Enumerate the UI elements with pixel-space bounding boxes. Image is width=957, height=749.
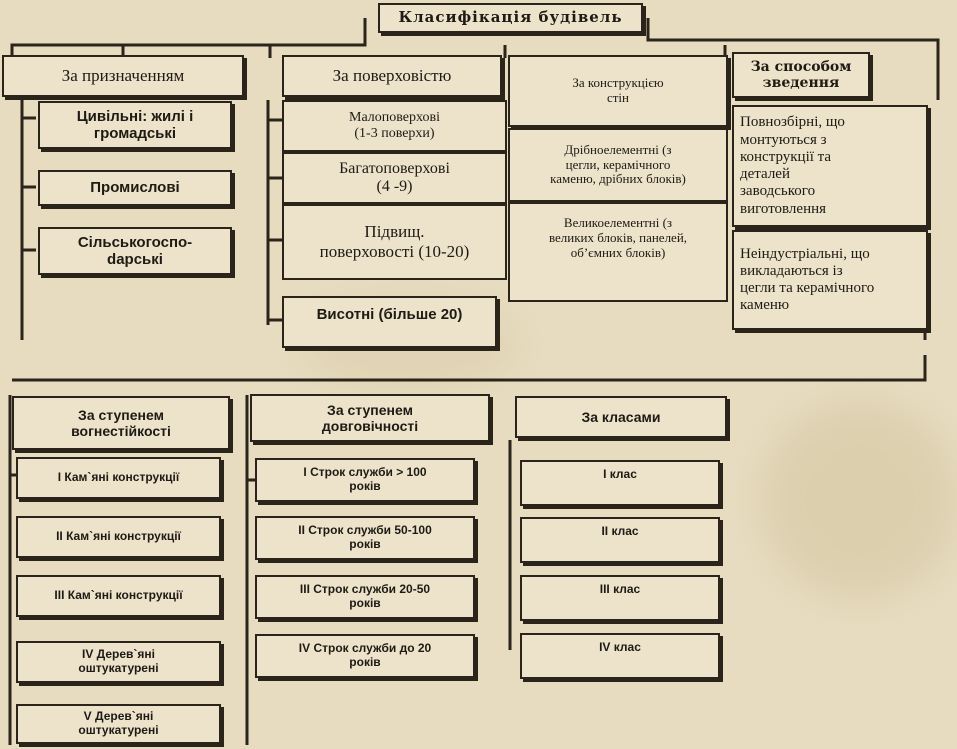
classes-header-text: За класами [581,408,661,425]
fire-item-1 [16,457,221,499]
class-item-label: III клас [599,582,641,596]
height-item-label: Багатоповерхові (4 -9) [339,159,450,195]
walls-header [508,55,728,127]
purpose-item-label: Цивільні: жилі і громадські [76,107,194,142]
walls-item-label: Дрібноелементні (з цегли, керамічного каменю, дрібних блоків) [550,141,686,187]
fire-item-label: I Кам`яні конструкції [57,470,180,485]
fire-item-2 [16,516,221,558]
durability-item-label: IV Строк служби до 20 років [298,641,432,669]
height-header-text: За поверховістю [332,66,452,86]
walls-item-label: Великоелементні (з великих блоків, панелей, об’ємних блоків) [548,215,688,260]
fire-item-3 [16,575,221,617]
purpose-header-text: За призначенням [61,66,185,86]
class-item-label: I клас [603,467,637,481]
purpose-header [2,55,244,97]
walls-item-small [508,128,728,202]
height-item-label: Малоповерхові (1-3 поверхи) [349,109,440,141]
height-item-highrise [282,296,497,348]
durability-header [250,394,490,442]
class-item-label: IV клас [599,640,641,654]
durability-item-label: I Строк служби > 100 років [303,465,427,493]
durability-item-1 [255,458,475,502]
durability-item-4 [255,634,475,678]
fire-header [12,396,230,450]
method-item-prefab [732,105,928,227]
height-item-multi [282,152,507,204]
durability-item-label: II Строк служби 50-100 років [298,523,432,551]
durability-item-label: III Строк служби 20-50 років [299,582,431,610]
height-item-label: Підвищ. поверховості (10-20) [319,222,470,261]
walls-item-large [508,202,728,302]
purpose-item-civil [38,101,232,149]
class-item-4 [520,633,720,679]
height-item-label: Висотні (більше 20) [316,306,463,323]
purpose-item-industrial [38,170,232,206]
fire-item-4 [16,641,221,683]
walls-header-text: За конструкцією стін [572,75,664,105]
fire-item-label: IV Дерев`яні оштукатурені [78,647,159,675]
fire-item-label: III Кам`яні конструкції [54,588,183,603]
class-item-1 [520,460,720,506]
purpose-item-label: Сільськогоспо- dарські [77,233,193,268]
durability-item-2 [255,516,475,560]
method-item-label: Повнозбірні, що монтуються з конструкції та деталей заводського виготовлення [740,114,845,217]
fire-item-label: V Дерев`яні оштукатурені [78,709,159,737]
class-item-3 [520,575,720,621]
diagram-title-text: Класифікація будівель [398,8,623,27]
diagram-title [378,3,643,33]
method-item-nonindustrial [732,230,928,330]
fire-header-text: За ступенем вогнестійкості [71,406,171,439]
purpose-item-label: Промислові [90,179,180,197]
purpose-item-agricultural [38,227,232,275]
height-header [282,55,502,97]
durability-item-3 [255,575,475,619]
method-header [732,52,870,98]
height-item-increased [282,204,507,280]
classes-header [515,396,727,438]
fire-item-label: II Кам`яні конструкції [56,529,181,544]
class-item-2 [520,517,720,563]
method-item-label: Неіндустріальні, що викладаються із цегли та керамічного каменю [740,245,875,314]
height-item-low [282,100,507,152]
class-item-label: II клас [601,524,639,538]
fire-item-5 [16,704,221,744]
durability-header-text: За ступенем довговічності [321,401,419,434]
method-header-text: За способом зведення [750,58,852,91]
